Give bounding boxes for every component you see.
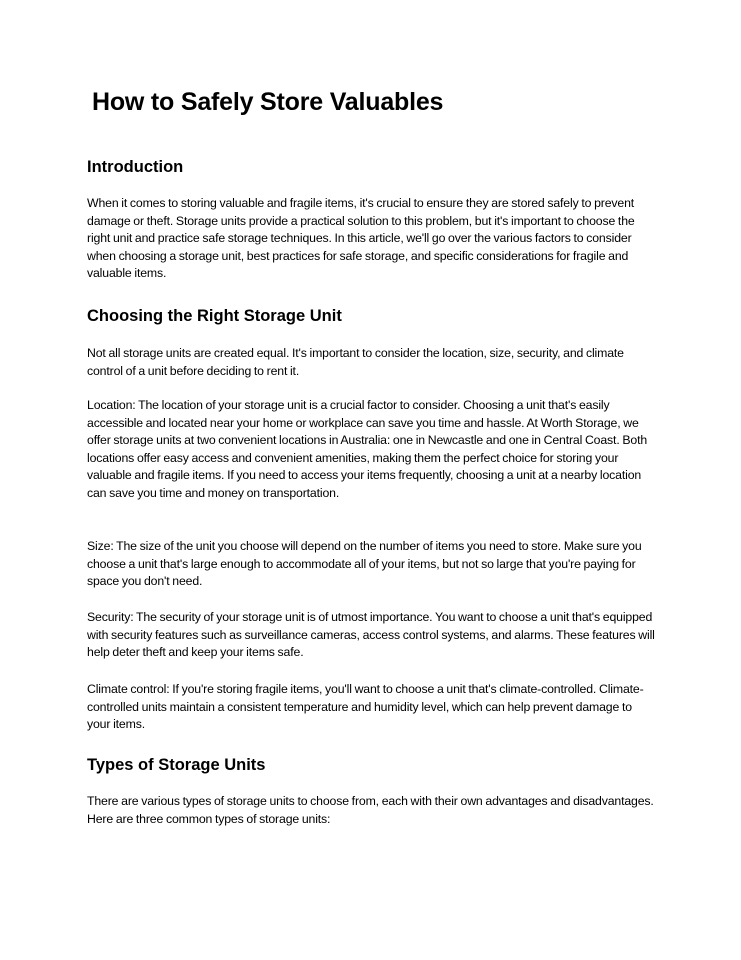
- document-title: How to Safely Store Valuables: [92, 88, 444, 116]
- section-heading-introduction: Introduction: [87, 158, 184, 176]
- paragraph-security: Security: The security of your storage unit is of utmost importance. You want to choose a unit that's equipped with security features such as surveillance cameras, access control systems, and alarms. These features will help deter theft and keep your items safe.: [87, 610, 655, 660]
- paragraph-climate-control: Climate control: If you're storing fragile items, you'll want to choose a unit that's climate-controlled. Climate-controlled units maintain a consistent temperature and humidity level, which can help prevent damage to your items.: [87, 682, 644, 732]
- paragraph-size: Size: The size of the unit you choose will depend on the number of items you need to store. Make sure you choose a unit that's large enough to accommodate all of your items, but not so large that you're paying for space you don't need.: [87, 539, 642, 589]
- section-heading-choosing-unit: Choosing the Right Storage Unit: [87, 307, 342, 325]
- section-heading-types-of-units: Types of Storage Units: [87, 756, 266, 774]
- paragraph-introduction: When it comes to storing valuable and fragile items, it's crucial to ensure they are stored safely to prevent damage or theft. Storage units provide a practical solution to this problem, but it's important to choose the right unit and practice safe storage techniques. In this article, we'll go over the various factors to consider when choosing a storage unit, best practices for safe storage, and specific considerations for fragile and valuable items.: [87, 196, 635, 281]
- paragraph-location: Location: The location of your storage unit is a crucial factor to consider. Choosing a unit that's easily accessible and located near your home or workplace can save you time and hassle. At Worth Storage, we offer storage units at two convenient locations in Australia: one in Newcastle and one in Central Coast. Both locations offer easy access and convenient amenities, making them the perfect choice for storing your valuable and fragile items. If you need to access your items frequently, choosing a unit at a nearby location can save you time and money on transportation.: [87, 398, 648, 500]
- paragraph-choosing-intro: Not all storage units are created equal. It's important to consider the location, size, security, and climate control of a unit before deciding to rent it.: [87, 346, 624, 378]
- paragraph-types-intro: There are various types of storage units to choose from, each with their own advantages and disadvantages. Here are three common types of storage units:: [87, 794, 654, 826]
